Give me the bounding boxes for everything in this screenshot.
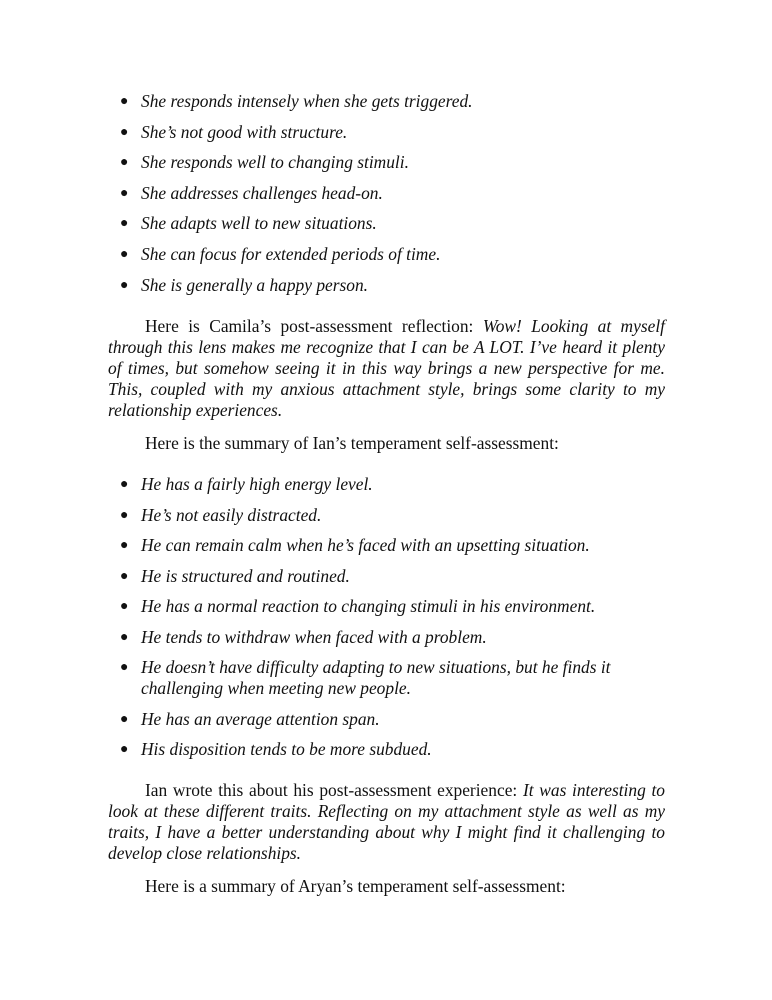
list-item: ● He doesn’t have difficulty adapting to new situations, but he finds it challenging when meeting new people.: [120, 657, 611, 698]
list-item: ● She is generally a happy person.: [120, 275, 369, 295]
bullet-icon: ●: [120, 508, 129, 523]
list-item: ● He is structured and routined.: [120, 566, 350, 586]
ian-reflection-paragraph: [108, 780, 665, 864]
bullet-icon: ●: [120, 630, 129, 645]
bullet-icon: ●: [120, 538, 129, 553]
bullet-icon: ●: [120, 569, 129, 584]
ian-intro-paragraph: Here is the summary of Ian’s temperament self-assessment:: [145, 433, 559, 453]
bullet-icon: ●: [120, 599, 129, 614]
bullet-icon: ●: [120, 660, 129, 675]
list-item: ● She adapts well to new situations.: [120, 213, 377, 233]
list-item: ● He has a fairly high energy level.: [120, 474, 373, 494]
bullet-icon: ●: [120, 247, 129, 262]
camila-reflection-lead: Here is Camila’s post-assessment reflection:: [145, 316, 483, 336]
bullet-icon: ●: [120, 278, 129, 293]
bullet-icon: ●: [120, 477, 129, 492]
list-item: ● She responds well to changing stimuli.: [120, 152, 409, 172]
list-item: ● She can focus for extended periods of time.: [120, 244, 441, 264]
bullet-icon: ●: [120, 125, 129, 140]
list-item: ● She addresses challenges head-on.: [120, 183, 383, 203]
bullet-icon: ●: [120, 216, 129, 231]
bullet-icon: ●: [120, 742, 129, 757]
aryan-intro-paragraph: Here is a summary of Aryan’s temperament self-assessment:: [145, 876, 566, 896]
camila-reflection-quote: Wow! Looking at myself through this lens makes me recognize that I can be A LOT. I’ve heard it plenty of times, but somehow seeing it in this way brings a new perspective for me. This, coupled with my anxious attachment style, brings some clarity to my relationship experiences.: [108, 316, 665, 420]
list-item: ● She responds intensely when she gets triggered.: [120, 91, 473, 111]
bullet-icon: ●: [120, 712, 129, 727]
list-item: ● His disposition tends to be more subdued.: [120, 739, 432, 759]
ian-reflection-quote: It was interesting to look at these different traits. Reflecting on my attachment style as well as my traits, I have a better understanding about why I might find it challenging to develop close relationships.: [108, 780, 665, 863]
list-item: ● He can remain calm when he’s faced with an upsetting situation.: [120, 535, 590, 555]
list-item: ● She’s not good with structure.: [120, 122, 348, 142]
list-item: ● He has an average attention span.: [120, 709, 380, 729]
ian-reflection-lead: Ian wrote this about his post-assessment experience:: [145, 780, 523, 800]
bullet-icon: ●: [120, 186, 129, 201]
list-item: ● He has a normal reaction to changing stimuli in his environment.: [120, 596, 596, 616]
bullet-icon: ●: [120, 94, 129, 109]
list-item: ● He’s not easily distracted.: [120, 505, 322, 525]
camila-reflection-paragraph: [108, 316, 665, 421]
list-item: ● He tends to withdraw when faced with a problem.: [120, 627, 487, 647]
bullet-icon: ●: [120, 155, 129, 170]
